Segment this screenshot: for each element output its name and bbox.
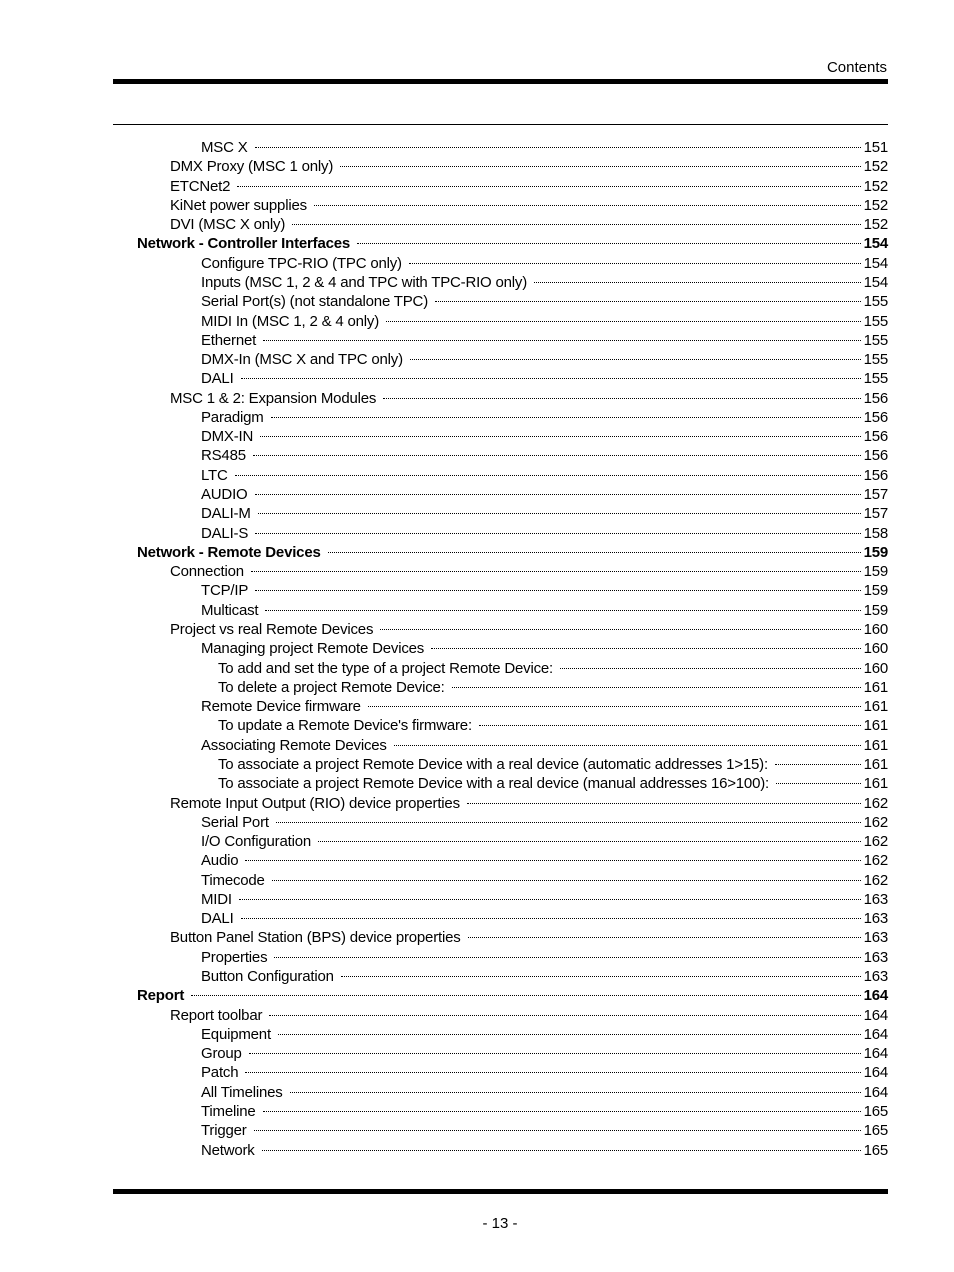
toc-entry-page: 155 — [863, 312, 888, 330]
toc-entry-title: MIDI — [201, 890, 232, 908]
toc-entry[interactable] — [137, 986, 888, 1005]
toc-entry-page: 164 — [863, 1045, 888, 1063]
toc-entry-title: ETCNet2 — [170, 177, 231, 195]
toc-entry-page: 161 — [863, 717, 888, 735]
toc-entry-title: All Timelines — [201, 1083, 283, 1101]
toc-entry[interactable] — [201, 1083, 888, 1102]
toc-entry-title: Multicast — [201, 601, 259, 619]
toc-entry-title: Button Panel Station (BPS) device properties — [170, 929, 461, 947]
toc-entry-title: Remote Device firmware — [201, 698, 361, 716]
toc-entry-page: 154 — [863, 254, 888, 272]
toc-entry-page: 156 — [863, 447, 888, 465]
toc-entry-page: 163 — [863, 929, 888, 947]
toc-entry-page: 156 — [863, 389, 888, 407]
toc-entry-title: Project vs real Remote Devices — [170, 621, 374, 638]
toc-entry-page: 161 — [863, 678, 888, 696]
toc-dot-leader — [386, 321, 861, 322]
toc-dot-leader — [318, 841, 861, 842]
toc-entry[interactable] — [137, 543, 888, 562]
toc-entry-page: 165 — [863, 1122, 888, 1140]
toc-entry[interactable] — [201, 485, 888, 504]
toc-entry-title: Network — [201, 1141, 255, 1159]
toc-entry-title: To associate a project Remote Device with a real device (manual addresses 16>100): — [218, 775, 769, 793]
toc-dot-leader — [254, 1130, 861, 1131]
toc-dot-leader — [263, 1111, 861, 1112]
toc-dot-leader — [560, 668, 861, 669]
toc-entry-title: DVI (MSC X only) — [170, 216, 286, 234]
toc-dot-leader — [260, 436, 860, 437]
toc-entry[interactable] — [137, 234, 888, 253]
toc-entry-title: TCP/IP — [201, 582, 249, 600]
toc-dot-leader — [468, 937, 861, 938]
toc-entry[interactable] — [201, 446, 888, 465]
toc-entry-title: Audio — [201, 852, 239, 870]
toc-entry[interactable] — [201, 466, 888, 485]
toc-entry-title: To delete a project Remote Device: — [218, 678, 445, 696]
toc-dot-leader — [274, 957, 860, 958]
toc-entry[interactable] — [170, 389, 888, 408]
toc-entry[interactable] — [170, 177, 888, 196]
toc-entry-page: 161 — [863, 698, 888, 716]
toc-entry-title: MSC 1 & 2: Expansion Modules — [170, 389, 377, 407]
toc-entry[interactable] — [170, 928, 888, 947]
toc-dot-leader — [255, 533, 860, 534]
toc-entry-page: 164 — [863, 987, 888, 1005]
toc-entry-title: DMX-IN — [201, 428, 254, 446]
toc-entry-title: Serial Port — [201, 813, 269, 831]
toc-dot-leader — [272, 880, 861, 881]
toc-entry[interactable] — [170, 215, 888, 234]
toc-entry-title: To update a Remote Device's firmware: — [218, 717, 472, 735]
toc-dot-leader — [534, 282, 861, 283]
toc-entry-page: 161 — [863, 775, 888, 793]
toc-entry-title: DMX Proxy (MSC 1 only) — [170, 158, 334, 176]
toc-entry-page: 160 — [863, 659, 888, 677]
toc-entry-title: Paradigm — [201, 408, 264, 426]
toc-entry-title: Connection — [170, 563, 244, 581]
toc-dot-leader — [263, 340, 860, 341]
toc-entry[interactable] — [201, 504, 888, 523]
toc-entry-title: Group — [201, 1045, 242, 1063]
toc-dot-leader — [479, 725, 861, 726]
toc-entry-page: 156 — [863, 408, 888, 426]
toc-entry-title: Report toolbar — [170, 1006, 263, 1024]
toc-entry-title: Trigger — [201, 1122, 247, 1140]
toc-entry[interactable] — [170, 157, 888, 176]
toc-entry-page: 164 — [863, 1006, 888, 1024]
toc-entry-title: Network - Remote Devices — [137, 543, 321, 561]
toc-entry-page: 159 — [863, 582, 888, 600]
toc-entry[interactable] — [201, 967, 888, 986]
toc-dot-leader — [314, 205, 861, 206]
toc-entry-page: 158 — [863, 524, 888, 542]
toc-dot-leader — [235, 475, 861, 476]
toc-entry-title: Inputs (MSC 1, 2 & 4 and TPC with TPC-RIO only) — [201, 273, 527, 291]
toc-dot-leader — [258, 513, 861, 514]
toc-dot-leader — [249, 1053, 861, 1054]
toc-entry-page: 159 — [863, 601, 888, 619]
toc-dot-leader — [253, 455, 861, 456]
toc-entry-page: 164 — [863, 1064, 888, 1082]
toc-entry-title: To add and set the type of a project Remote Device: — [218, 659, 553, 677]
toc-entry[interactable] — [201, 138, 888, 157]
toc-entry-page: 163 — [863, 910, 888, 928]
toc-entry-title: LTC — [201, 466, 228, 484]
toc-entry-title: DALI-S — [201, 524, 249, 542]
toc-entry-page: 162 — [863, 813, 888, 831]
toc-entry[interactable] — [201, 273, 888, 292]
toc-entry[interactable] — [201, 1063, 888, 1082]
toc-entry-page: 156 — [863, 466, 888, 484]
toc-entry-title: MSC X — [201, 139, 248, 156]
toc-entry[interactable] — [201, 254, 888, 273]
toc-entry-page: 161 — [863, 755, 888, 773]
toc-entry-title: Properties — [201, 948, 268, 966]
toc-entry[interactable] — [170, 196, 888, 215]
toc-dot-leader — [380, 629, 860, 630]
toc-dot-leader — [262, 1150, 861, 1151]
toc-entry-title: Patch — [201, 1064, 239, 1082]
toc-dot-leader — [239, 899, 861, 900]
toc-dot-leader — [191, 995, 860, 996]
toc-dot-leader — [251, 571, 861, 572]
toc-entry-title: Remote Input Output (RIO) device properties — [170, 794, 460, 812]
toc-entry[interactable] — [201, 851, 888, 870]
toc-dot-leader — [328, 552, 861, 553]
toc-dot-leader — [776, 783, 861, 784]
toc-entry-page: 164 — [863, 1083, 888, 1101]
toc-entry-page: 151 — [863, 139, 888, 156]
toc-entry-page: 160 — [863, 621, 888, 638]
toc-entry-title: Ethernet — [201, 331, 257, 349]
toc-entry[interactable] — [201, 1044, 888, 1063]
toc-dot-leader — [255, 590, 860, 591]
toc-entry-title: Timeline — [201, 1103, 256, 1120]
toc-entry[interactable] — [201, 1141, 888, 1160]
toc-entry[interactable] — [170, 794, 888, 813]
toc-entry[interactable] — [201, 1121, 888, 1140]
toc-entry[interactable] — [201, 736, 888, 755]
toc-dot-leader — [245, 1072, 860, 1073]
toc-entry[interactable] — [170, 1006, 888, 1025]
toc-dot-leader — [410, 359, 861, 360]
toc-entry[interactable] — [201, 312, 888, 331]
toc-dot-leader — [269, 1015, 860, 1016]
toc-entry[interactable] — [201, 427, 888, 446]
header-rule-thin — [113, 124, 888, 125]
toc-entry-title: DALI — [201, 370, 234, 388]
toc-dot-leader — [245, 860, 860, 861]
toc-entry-page: 152 — [863, 196, 888, 214]
toc-entry-title: Button Configuration — [201, 968, 334, 986]
toc-dot-leader — [452, 687, 861, 688]
toc-entry-title: Network - Controller Interfaces — [137, 235, 351, 253]
toc-entry[interactable] — [201, 909, 888, 928]
toc-entry-page: 163 — [863, 890, 888, 908]
toc-entry-page: 159 — [863, 543, 888, 561]
toc-entry-title: Associating Remote Devices — [201, 736, 387, 754]
toc-entry-title: Configure TPC-RIO (TPC only) — [201, 254, 402, 272]
toc-entry-page: 155 — [863, 293, 888, 311]
toc-entry-page: 156 — [863, 428, 888, 446]
toc-entry[interactable] — [218, 678, 888, 697]
toc-entry[interactable] — [201, 639, 888, 658]
toc-entry-page: 157 — [863, 486, 888, 504]
toc-entry-page: 163 — [863, 968, 888, 986]
header-rule-thick — [113, 79, 888, 84]
toc-dot-leader — [340, 166, 860, 167]
toc-entry[interactable] — [201, 1025, 888, 1044]
toc-entry-page: 155 — [863, 351, 888, 369]
toc-entry[interactable] — [201, 890, 888, 909]
toc-dot-leader — [341, 976, 861, 977]
toc-entry-page: 160 — [863, 640, 888, 658]
toc-entry-page: 157 — [863, 505, 888, 523]
toc-entry-title: To associate a project Remote Device with a real device (automatic addresses 1>15): — [218, 755, 768, 773]
toc-entry-page: 154 — [863, 235, 888, 253]
toc-entry[interactable] — [201, 581, 888, 600]
toc-entry-title: RS485 — [201, 447, 246, 465]
toc-dot-leader — [775, 764, 861, 765]
toc-entry-title: DALI — [201, 910, 234, 928]
toc-dot-leader — [255, 147, 861, 148]
toc-entry[interactable] — [201, 871, 888, 890]
toc-entry-page: 162 — [863, 833, 888, 851]
toc-entry-page: 165 — [863, 1141, 888, 1159]
toc-entry[interactable] — [201, 1102, 888, 1121]
toc-dot-leader — [292, 224, 860, 225]
toc-dot-leader — [394, 745, 861, 746]
toc-entry[interactable] — [201, 292, 888, 311]
toc-dot-leader — [383, 398, 860, 399]
toc-dot-leader — [241, 378, 861, 379]
toc-entry[interactable] — [218, 716, 888, 735]
toc-entry[interactable] — [201, 813, 888, 832]
footer-rule-thick — [113, 1189, 888, 1194]
toc-dot-leader — [241, 918, 861, 919]
toc-entry[interactable] — [170, 620, 888, 639]
toc-entry-page: 155 — [863, 331, 888, 349]
toc-dot-leader — [265, 610, 860, 611]
toc-entry[interactable] — [201, 369, 888, 388]
toc-entry-page: 161 — [863, 736, 888, 754]
toc-entry-page: 164 — [863, 1025, 888, 1043]
toc-dot-leader — [357, 243, 861, 244]
toc-entry-title: I/O Configuration — [201, 833, 311, 851]
toc-entry-title: Serial Port(s) (not standalone TPC) — [201, 293, 428, 311]
toc-entry[interactable] — [201, 350, 888, 369]
toc-entry-title: DALI-M — [201, 505, 251, 523]
toc-dot-leader — [255, 494, 861, 495]
toc-entry[interactable] — [218, 659, 888, 678]
toc-dot-leader — [431, 648, 860, 649]
toc-dot-leader — [278, 1034, 861, 1035]
toc-entry-page: 162 — [863, 871, 888, 889]
toc-entry[interactable] — [201, 832, 888, 851]
toc-entry-page: 152 — [863, 216, 888, 234]
toc-dot-leader — [368, 706, 861, 707]
toc-entry-page: 165 — [863, 1103, 888, 1120]
toc-entry[interactable] — [218, 755, 888, 774]
toc-entry-page: 155 — [863, 370, 888, 388]
toc-entry[interactable] — [201, 524, 888, 543]
toc-entry[interactable] — [201, 408, 888, 427]
toc-entry-page: 159 — [863, 563, 888, 581]
toc-dot-leader — [271, 417, 861, 418]
toc-dot-leader — [290, 1092, 861, 1093]
toc-dot-leader — [467, 803, 861, 804]
toc-entry-page: 162 — [863, 852, 888, 870]
toc-entry[interactable] — [170, 562, 888, 581]
toc-dot-leader — [276, 822, 861, 823]
toc-entry-title: MIDI In (MSC 1, 2 & 4 only) — [201, 312, 379, 330]
toc-entry-title: DMX-In (MSC X and TPC only) — [201, 351, 403, 369]
toc-entry-page: 154 — [863, 273, 888, 291]
toc-entry-title: AUDIO — [201, 486, 248, 504]
toc-entry-title: Managing project Remote Devices — [201, 640, 425, 658]
toc-entry-title: Report — [137, 987, 185, 1005]
toc-entry[interactable] — [201, 697, 888, 716]
toc-entry-page: 152 — [863, 158, 888, 176]
toc-entry-page: 152 — [863, 177, 888, 195]
toc-entry-page: 163 — [863, 948, 888, 966]
toc-entry-page: 162 — [863, 794, 888, 812]
toc-entry-title: Equipment — [201, 1025, 271, 1043]
page-header-title: Contents — [826, 59, 887, 76]
toc-entry[interactable] — [218, 774, 888, 793]
toc-entry-title: Timecode — [201, 871, 265, 889]
toc-dot-leader — [435, 301, 861, 302]
toc-dot-leader — [409, 263, 861, 264]
page-number: - 13 - — [482, 1215, 518, 1232]
toc-entry-title: KiNet power supplies — [170, 196, 307, 214]
toc-entry[interactable] — [201, 948, 888, 967]
toc-entry[interactable] — [201, 331, 888, 350]
toc-entry[interactable] — [201, 601, 888, 620]
toc-dot-leader — [237, 186, 860, 187]
